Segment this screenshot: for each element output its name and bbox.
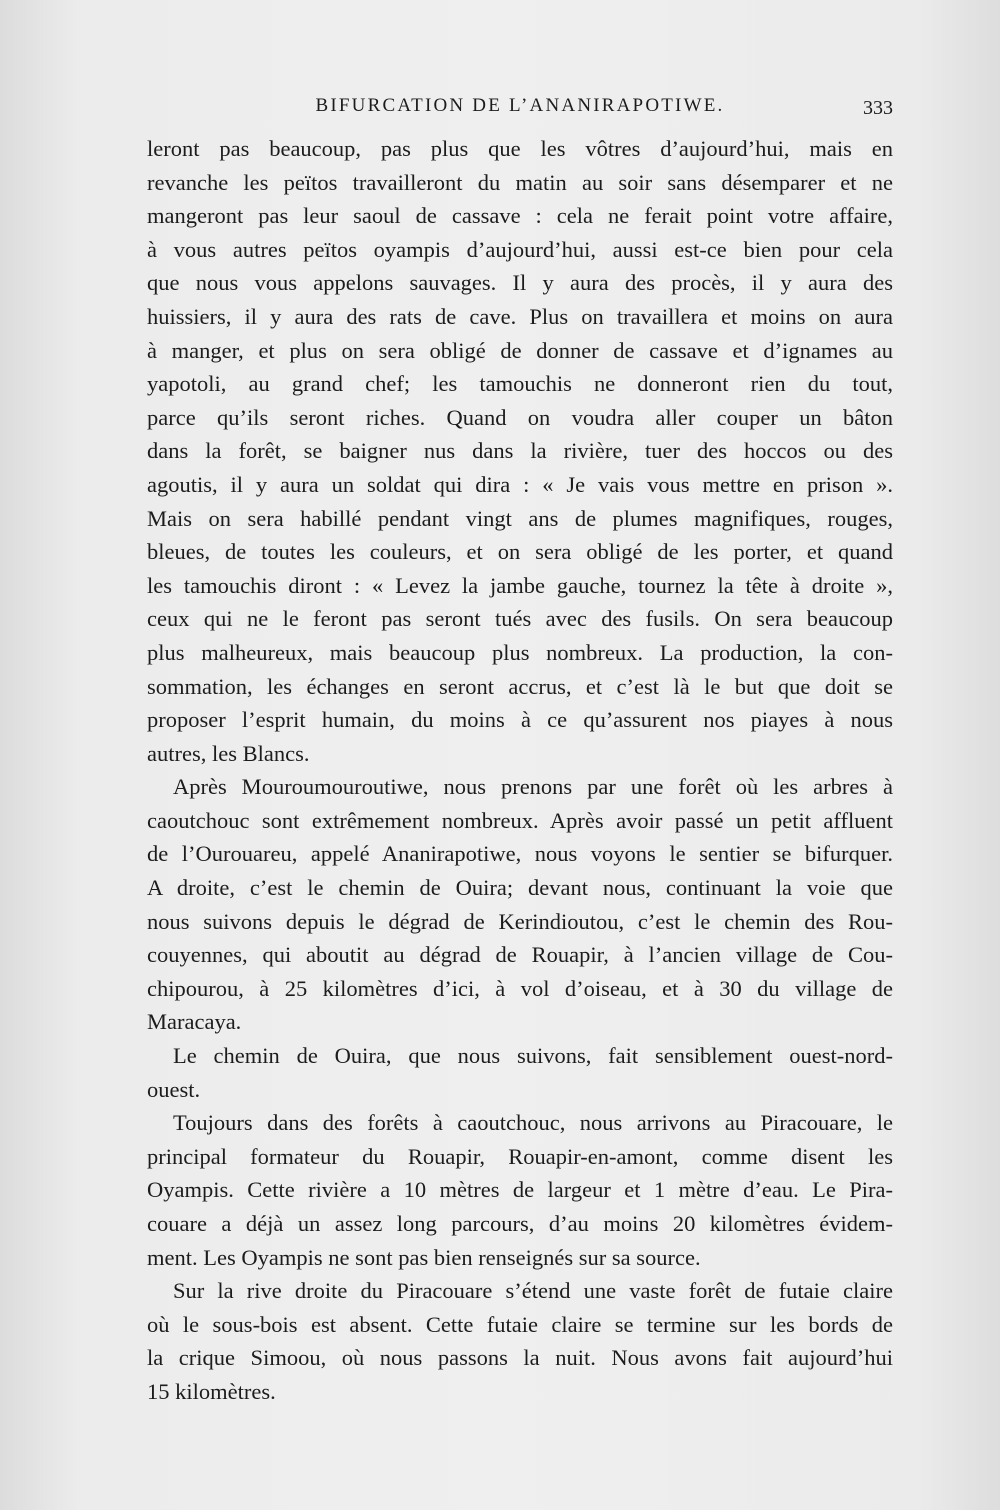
text-line: couyennes, qui aboutit au dégrad de Rouapir, à l’ancien village de Cou- — [147, 942, 893, 968]
body-text — [147, 132, 893, 1409]
text-line: Maracaya. — [147, 1009, 242, 1035]
running-title: BIFURCATION DE L’ANANIRAPOTIWE. — [315, 95, 725, 116]
text-line: à vous autres peïtos oyampis d’aujourd’hui, aussi est-ce bien pour cela — [147, 236, 893, 262]
text-line: de l’Ourouareu, appelé Ananirapotiwe, nous voyons le sentier se bifurquer. — [147, 841, 893, 867]
paragraph — [147, 770, 893, 1039]
page-number: 333 — [863, 97, 893, 119]
text-line: sommation, les échanges en seront accrus, et c’est là le but que doit se — [147, 673, 893, 699]
text-line: leront pas beaucoup, pas plus que les vôtres d’aujourd’hui, mais en — [147, 136, 893, 161]
text-line: Mais on sera habillé pendant vingt ans de plumes magnifiques, rouges, — [147, 505, 893, 531]
text-line: que nous vous appelons sauvages. Il y aura des procès, il y aura des — [147, 270, 893, 296]
text-line: autres, les Blancs. — [147, 740, 310, 766]
text-line: agoutis, il y aura un soldat qui dira : « Je vais vous mettre en prison ». — [147, 471, 893, 497]
text-line: revanche les peïtos travailleront du matin au soir sans désemparer et ne — [147, 169, 893, 195]
text-line: mangeront pas leur saoul de cassave : cela ne ferait point votre affaire, — [147, 203, 893, 229]
paragraph — [147, 1106, 893, 1274]
text-line: proposer l’esprit humain, du moins à ce qu’assurent nos piayes à nous — [147, 707, 893, 733]
text-line: plus malheureux, mais beaucoup plus nombreux. La production, la con- — [147, 639, 893, 665]
text-line: parce qu’ils seront riches. Quand on voudra aller couper un bâton — [147, 404, 893, 430]
text-line: Oyampis. Cette rivière a 10 mètres de largeur et 1 mètre d’eau. Le Pira- — [147, 1177, 893, 1203]
text-line: Toujours dans des forêts à caoutchouc, nous arrivons au Piracouare, le — [173, 1110, 893, 1136]
text-line: les tamouchis diront : « Levez la jambe gauche, tournez la tête à droite », — [147, 572, 893, 598]
text-line: la crique Simoou, où nous passons la nuit. Nous avons fait aujourd’hui — [147, 1345, 893, 1371]
text-line: bleues, de toutes les couleurs, et on sera obligé de les porter, et quand — [147, 539, 893, 565]
paragraph — [147, 1274, 893, 1408]
text-line: ceux qui ne le feront pas seront tués avec des fusils. On sera beaucoup — [147, 606, 893, 632]
text-line: huissiers, il y aura des rats de cave. Plus on travaillera et moins on aura — [147, 303, 893, 329]
text-line: A droite, c’est le chemin de Ouira; devant nous, continuant la voie que — [147, 875, 893, 901]
text-line: où le sous-bois est absent. Cette futaie claire se termine sur les bords de — [147, 1311, 893, 1337]
text-line: chipourou, à 25 kilomètres d’ici, à vol d’oiseau, et à 30 du village de — [147, 975, 893, 1001]
paragraph — [147, 132, 893, 770]
text-line: Sur la rive droite du Piracouare s’étend une vaste forêt de futaie claire — [173, 1278, 893, 1304]
text-line: Le chemin de Ouira, que nous suivons, fait sensiblement ouest-nord- — [173, 1043, 893, 1069]
text-line: Après Mouroumouroutiwe, nous prenons par une forêt où les arbres à — [173, 774, 893, 800]
text-line: dans la forêt, se baigner nus dans la rivière, tuer des hoccos ou des — [147, 438, 893, 464]
text-line: ouest. — [147, 1076, 201, 1102]
text-line: nous suivons depuis le dégrad de Kerindioutou, c’est le chemin des Rou- — [147, 908, 893, 934]
text-line: yapotoli, au grand chef; les tamouchis ne donneront rien du tout, — [147, 371, 893, 397]
paragraph — [147, 1039, 893, 1106]
text-line: ment. Les Oyampis ne sont pas bien renseignés sur sa source. — [147, 1244, 701, 1270]
text-line: 15 kilomètres. — [147, 1378, 276, 1404]
text-line: principal formateur du Rouapir, Rouapir-en-amont, comme disent les — [147, 1143, 893, 1169]
running-head — [147, 95, 893, 125]
text-line: couare a déjà un assez long parcours, d’au moins 20 kilomètres évidem- — [147, 1211, 893, 1236]
text-line: caoutchouc sont extrêmement nombreux. Après avoir passé un petit affluent — [147, 807, 893, 833]
text-line: à manger, et plus on sera obligé de donner de cassave et d’ignames au — [147, 337, 893, 363]
